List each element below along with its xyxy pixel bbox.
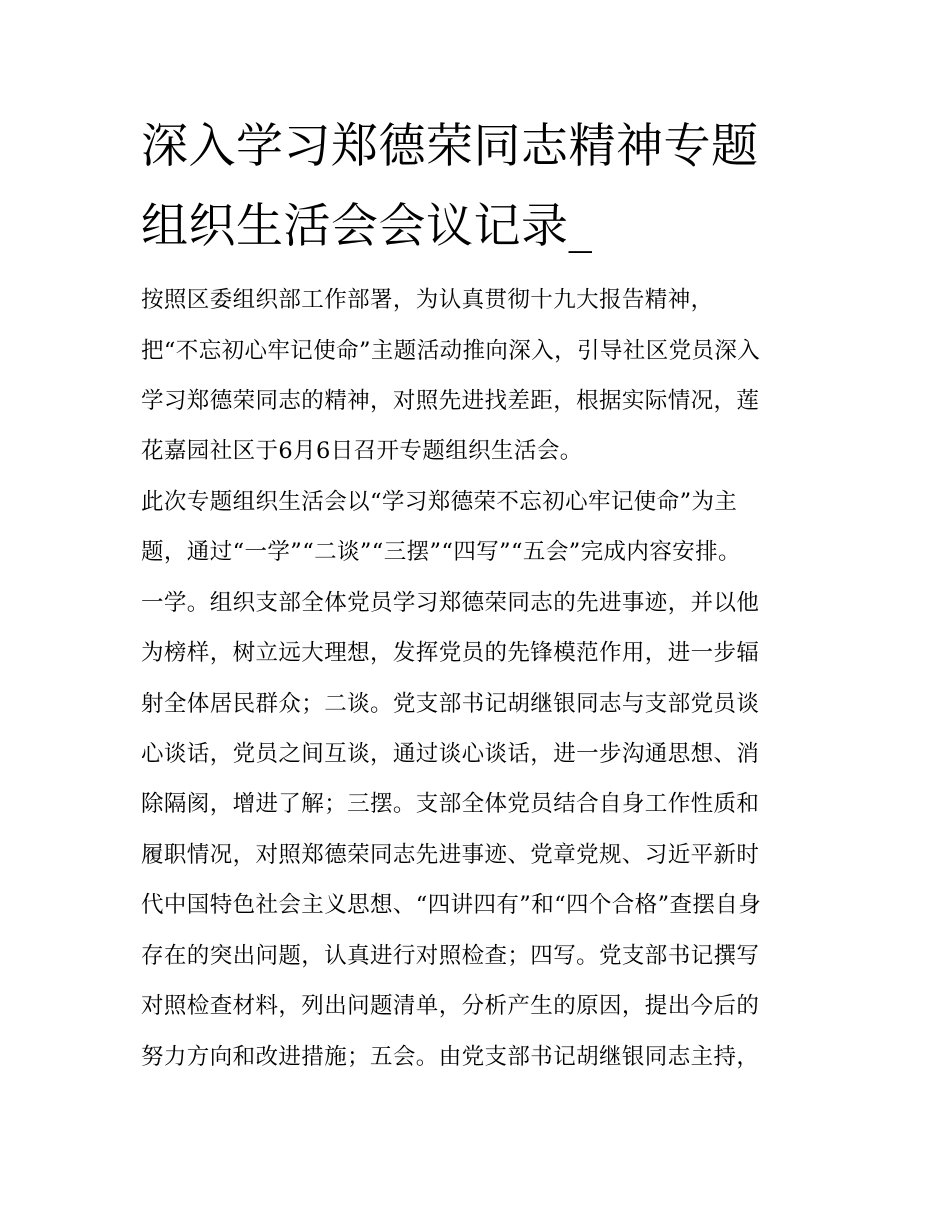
body-text-line: 花嘉园社区于6月6日召开专题组织生活会。 <box>141 438 583 464</box>
body-text-line: 为榜样，树立远大理想，发挥党员的先锋模范作用，进一步辐 <box>141 640 760 666</box>
body-text-line: 存在的突出问题，认真进行对照检查；四写。党支部书记撰写 <box>141 943 760 969</box>
body-text-line: 按照区委组织部工作部署，为认真贯彻十九大报告精神， <box>141 287 714 313</box>
body-text-line: 代中国特色社会主义思想、“四讲四有”和“四个合格”查摆自身 <box>141 892 762 918</box>
document-title-line-2: 组织生活会会议记录_ <box>141 199 593 254</box>
body-text-line: 此次专题组织生活会以“学习郑德荣不忘初心牢记使命”为主 <box>141 489 738 515</box>
body-text-line: 题，通过“一学”“二谈”“三摆”“四写”“五会”完成内容安排。 <box>141 539 741 565</box>
body-text-line: 对照检查材料，列出问题清单，分析产生的原因，提出今后的 <box>141 993 760 1019</box>
body-text-line: 履职情况，对照郑德荣同志先进事迹、党章党规、习近平新时 <box>141 842 760 868</box>
body-text-line: 除隔阂，增进了解；三摆。支部全体党员结合自身工作性质和 <box>141 791 760 817</box>
document-title-line-1: 深入学习郑德荣同志精神专题 <box>141 119 759 174</box>
body-text-line: 心谈话，党员之间互谈，通过谈心谈话，进一步沟通思想、消 <box>141 741 760 767</box>
body-text-line: 射全体居民群众；二谈。党支部书记胡继银同志与支部党员谈 <box>141 691 760 717</box>
body-text-line: 努力方向和改进措施；五会。由党支部书记胡继银同志主持， <box>141 1044 760 1070</box>
body-text-line: 学习郑德荣同志的精神，对照先进找差距，根据实际情况，莲 <box>141 388 760 414</box>
body-text-line: 把“不忘初心牢记使命”主题活动推向深入，引导社区党员深入 <box>141 338 761 364</box>
body-text-line: 一学。组织支部全体党员学习郑德荣同志的先进事迹，并以他 <box>141 590 760 616</box>
